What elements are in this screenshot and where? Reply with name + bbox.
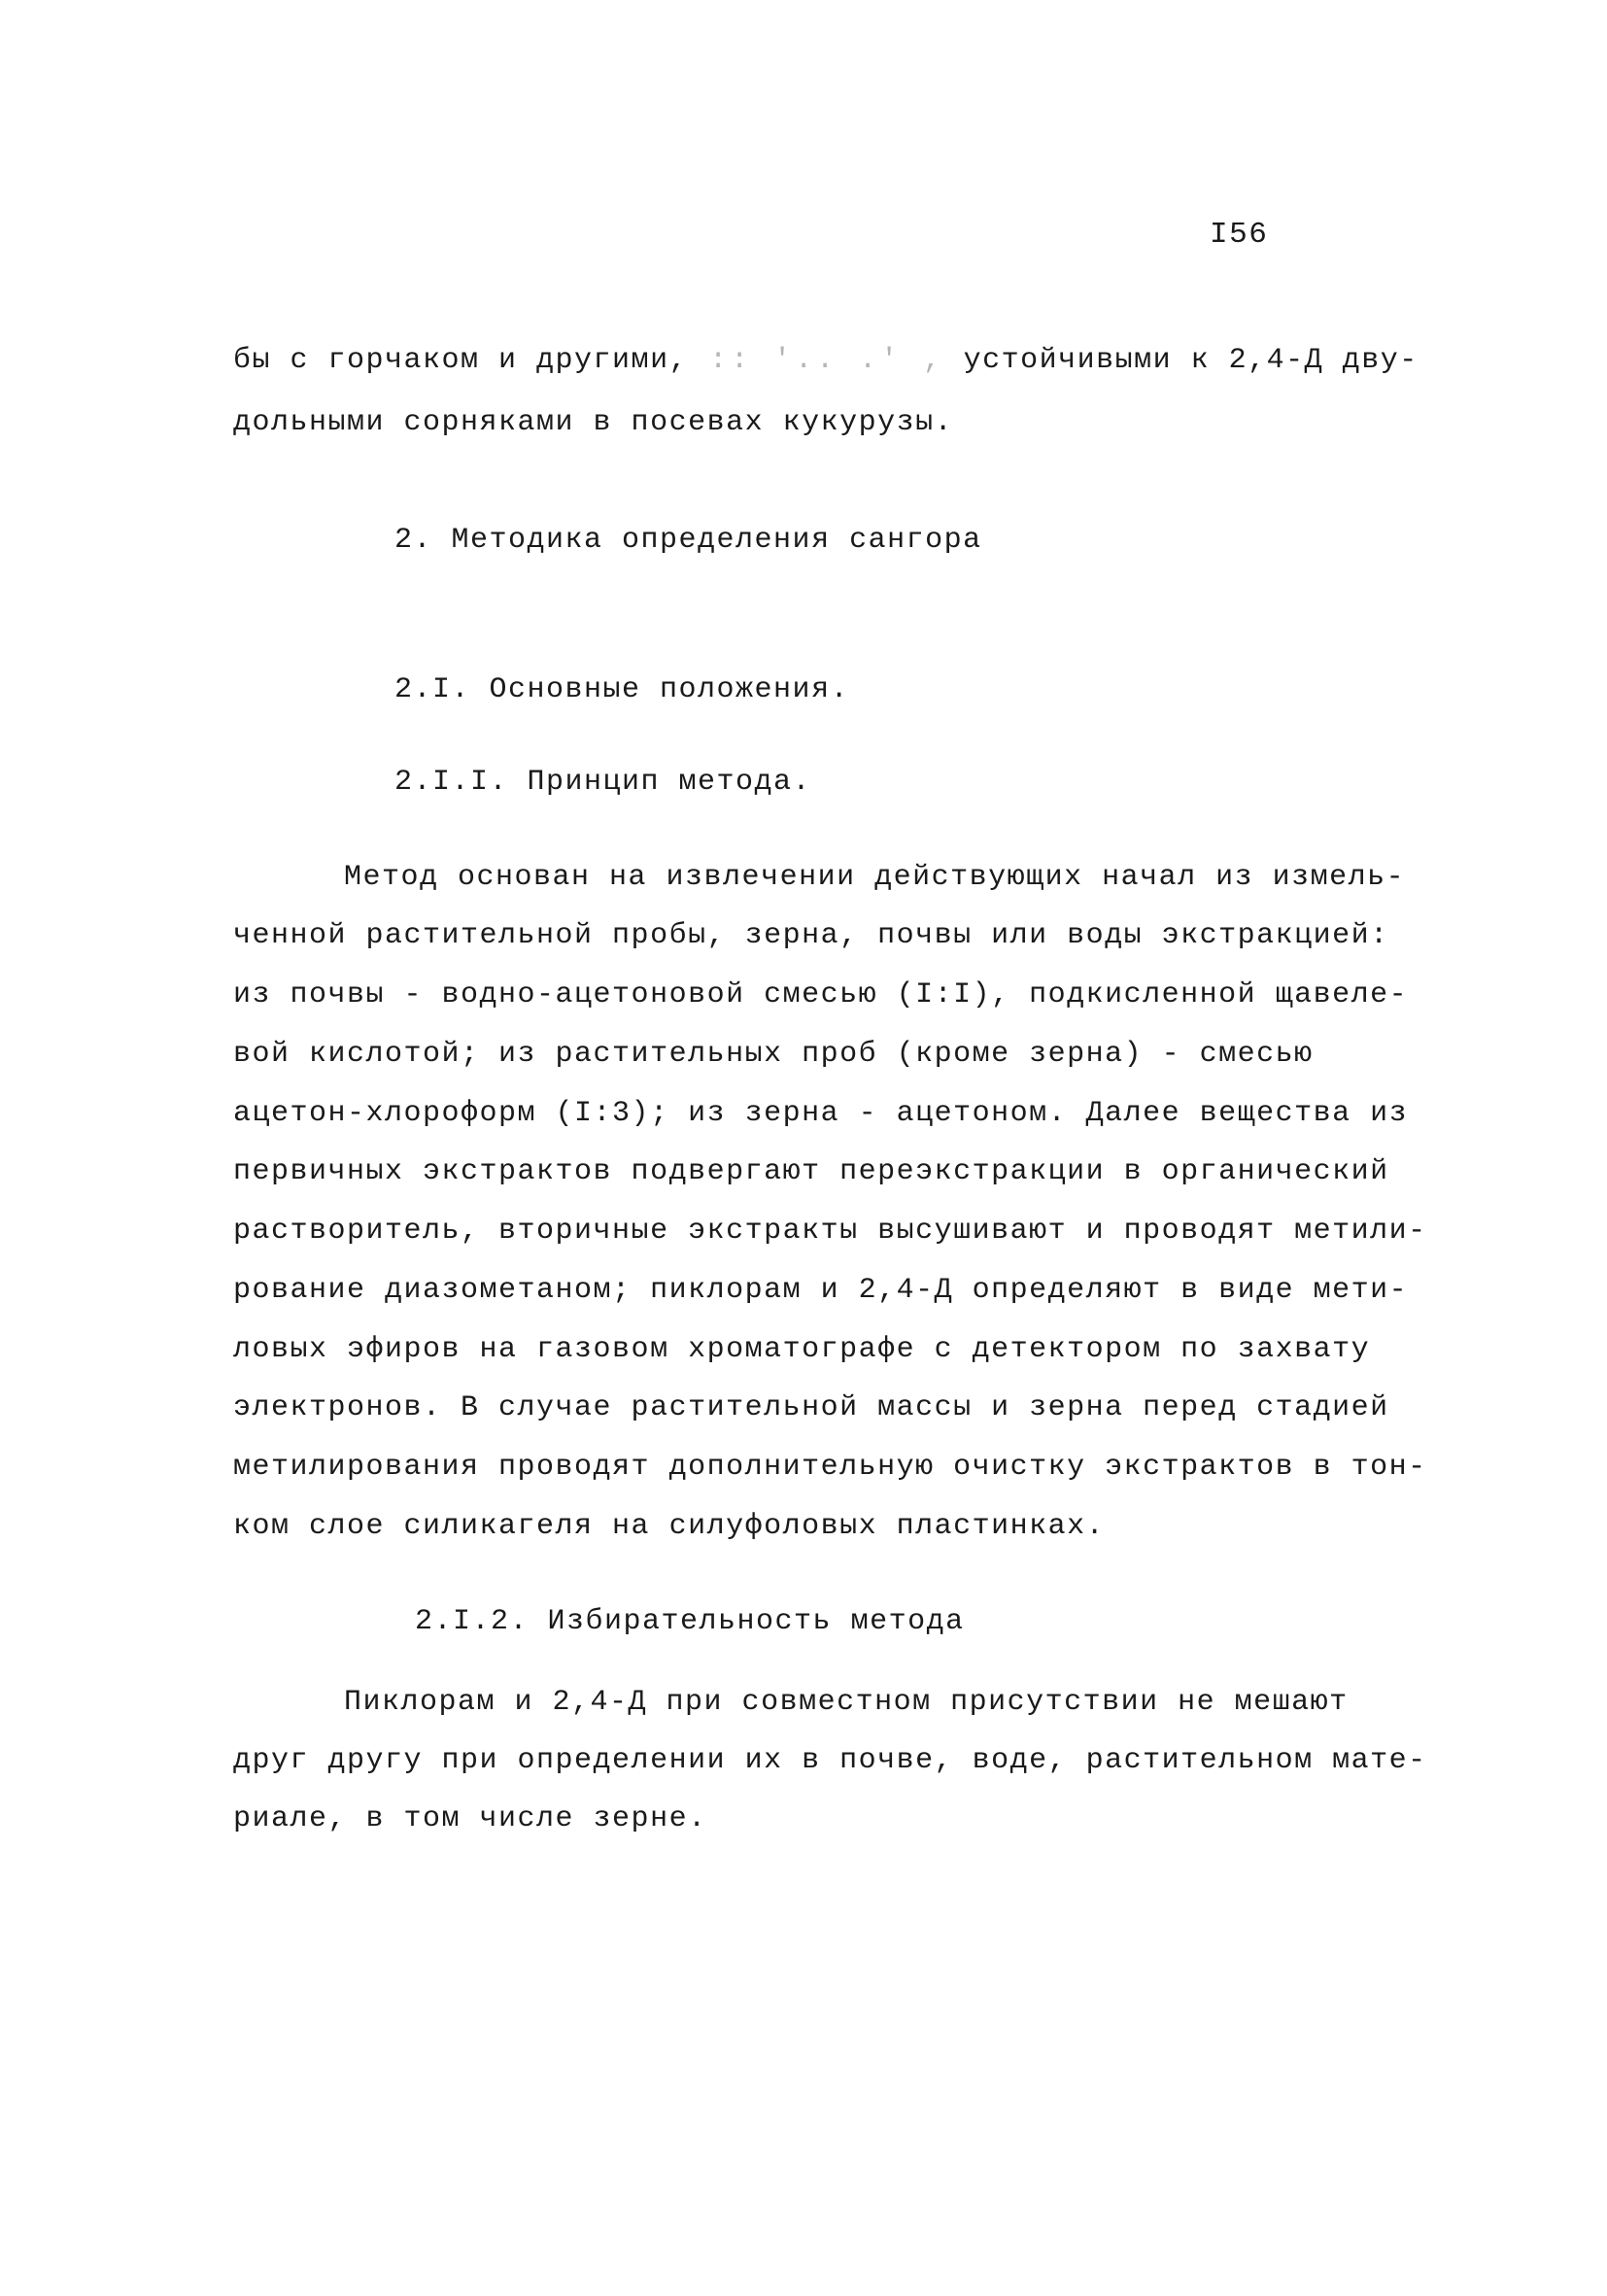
intro-line-1 [233, 344, 1419, 377]
paragraph-1-line: растворитель, вторичные экстракты высушивают и проводят метили- [233, 1215, 1427, 1248]
paragraph-1-line: Метод основан на извлечении действующих начал из измель- [344, 861, 1406, 894]
paragraph-1-line: ацетон-хлороформ (I:3); из зерна - ацетоном. Далее вещества из [233, 1097, 1409, 1130]
paragraph-1-line: ловых эфиров на газовом хроматографе с детектором по захвату [233, 1333, 1371, 1366]
page-number: I56 [1210, 218, 1269, 252]
paragraph-2-line: Пиклорам и 2,4-Д при совместном присутствии не мешают [344, 1686, 1349, 1719]
intro-line-1-start: бы с горчаком и другими, [233, 344, 689, 377]
intro-line-1-smudge: :: '.. .' , [688, 344, 945, 377]
subsubsection-heading-selectivity: 2.I.2. Избирательность метода [415, 1605, 965, 1638]
subsubsection-heading-principle: 2.I.I. Принцип метода. [394, 766, 812, 799]
paragraph-1-line: вой кислотой; из растительных проб (кроме зерна) - смесью [233, 1038, 1314, 1071]
intro-line-2: дольными сорняками в посевах кукурузы. [233, 406, 954, 439]
paragraph-1-line: из почвы - водно-ацетоновой смесью (I:I), подкисленной щавеле- [233, 978, 1409, 1011]
paragraph-1-line: электронов. В случае растительной массы и зерна перед стадией [233, 1391, 1389, 1424]
paragraph-1-line: первичных экстрактов подвергают переэкстракции в органический [233, 1155, 1389, 1188]
paragraph-2-line: риале, в том числе зерне. [233, 1802, 707, 1835]
subsection-heading: 2.I. Основные положения. [394, 673, 850, 706]
paragraph-2-line: друг другу при определении их в почве, воде, растительном мате- [233, 1744, 1427, 1777]
paragraph-1-line: ком слое силикагеля на силуфоловых пластинках. [233, 1510, 1106, 1543]
section-heading: 2. Методика определения сангора [394, 524, 982, 557]
paragraph-1-line: рование диазометаном; пиклорам и 2,4-Д определяют в виде мети- [233, 1274, 1409, 1307]
paragraph-1-line: ченной растительной пробы, зерна, почвы или воды экстракцией: [233, 919, 1389, 952]
paragraph-1-line: метилирования проводят дополнительную очистку экстрактов в тон- [233, 1451, 1427, 1484]
intro-line-1-end: устойчивыми к 2,4-Д дву- [944, 344, 1419, 377]
